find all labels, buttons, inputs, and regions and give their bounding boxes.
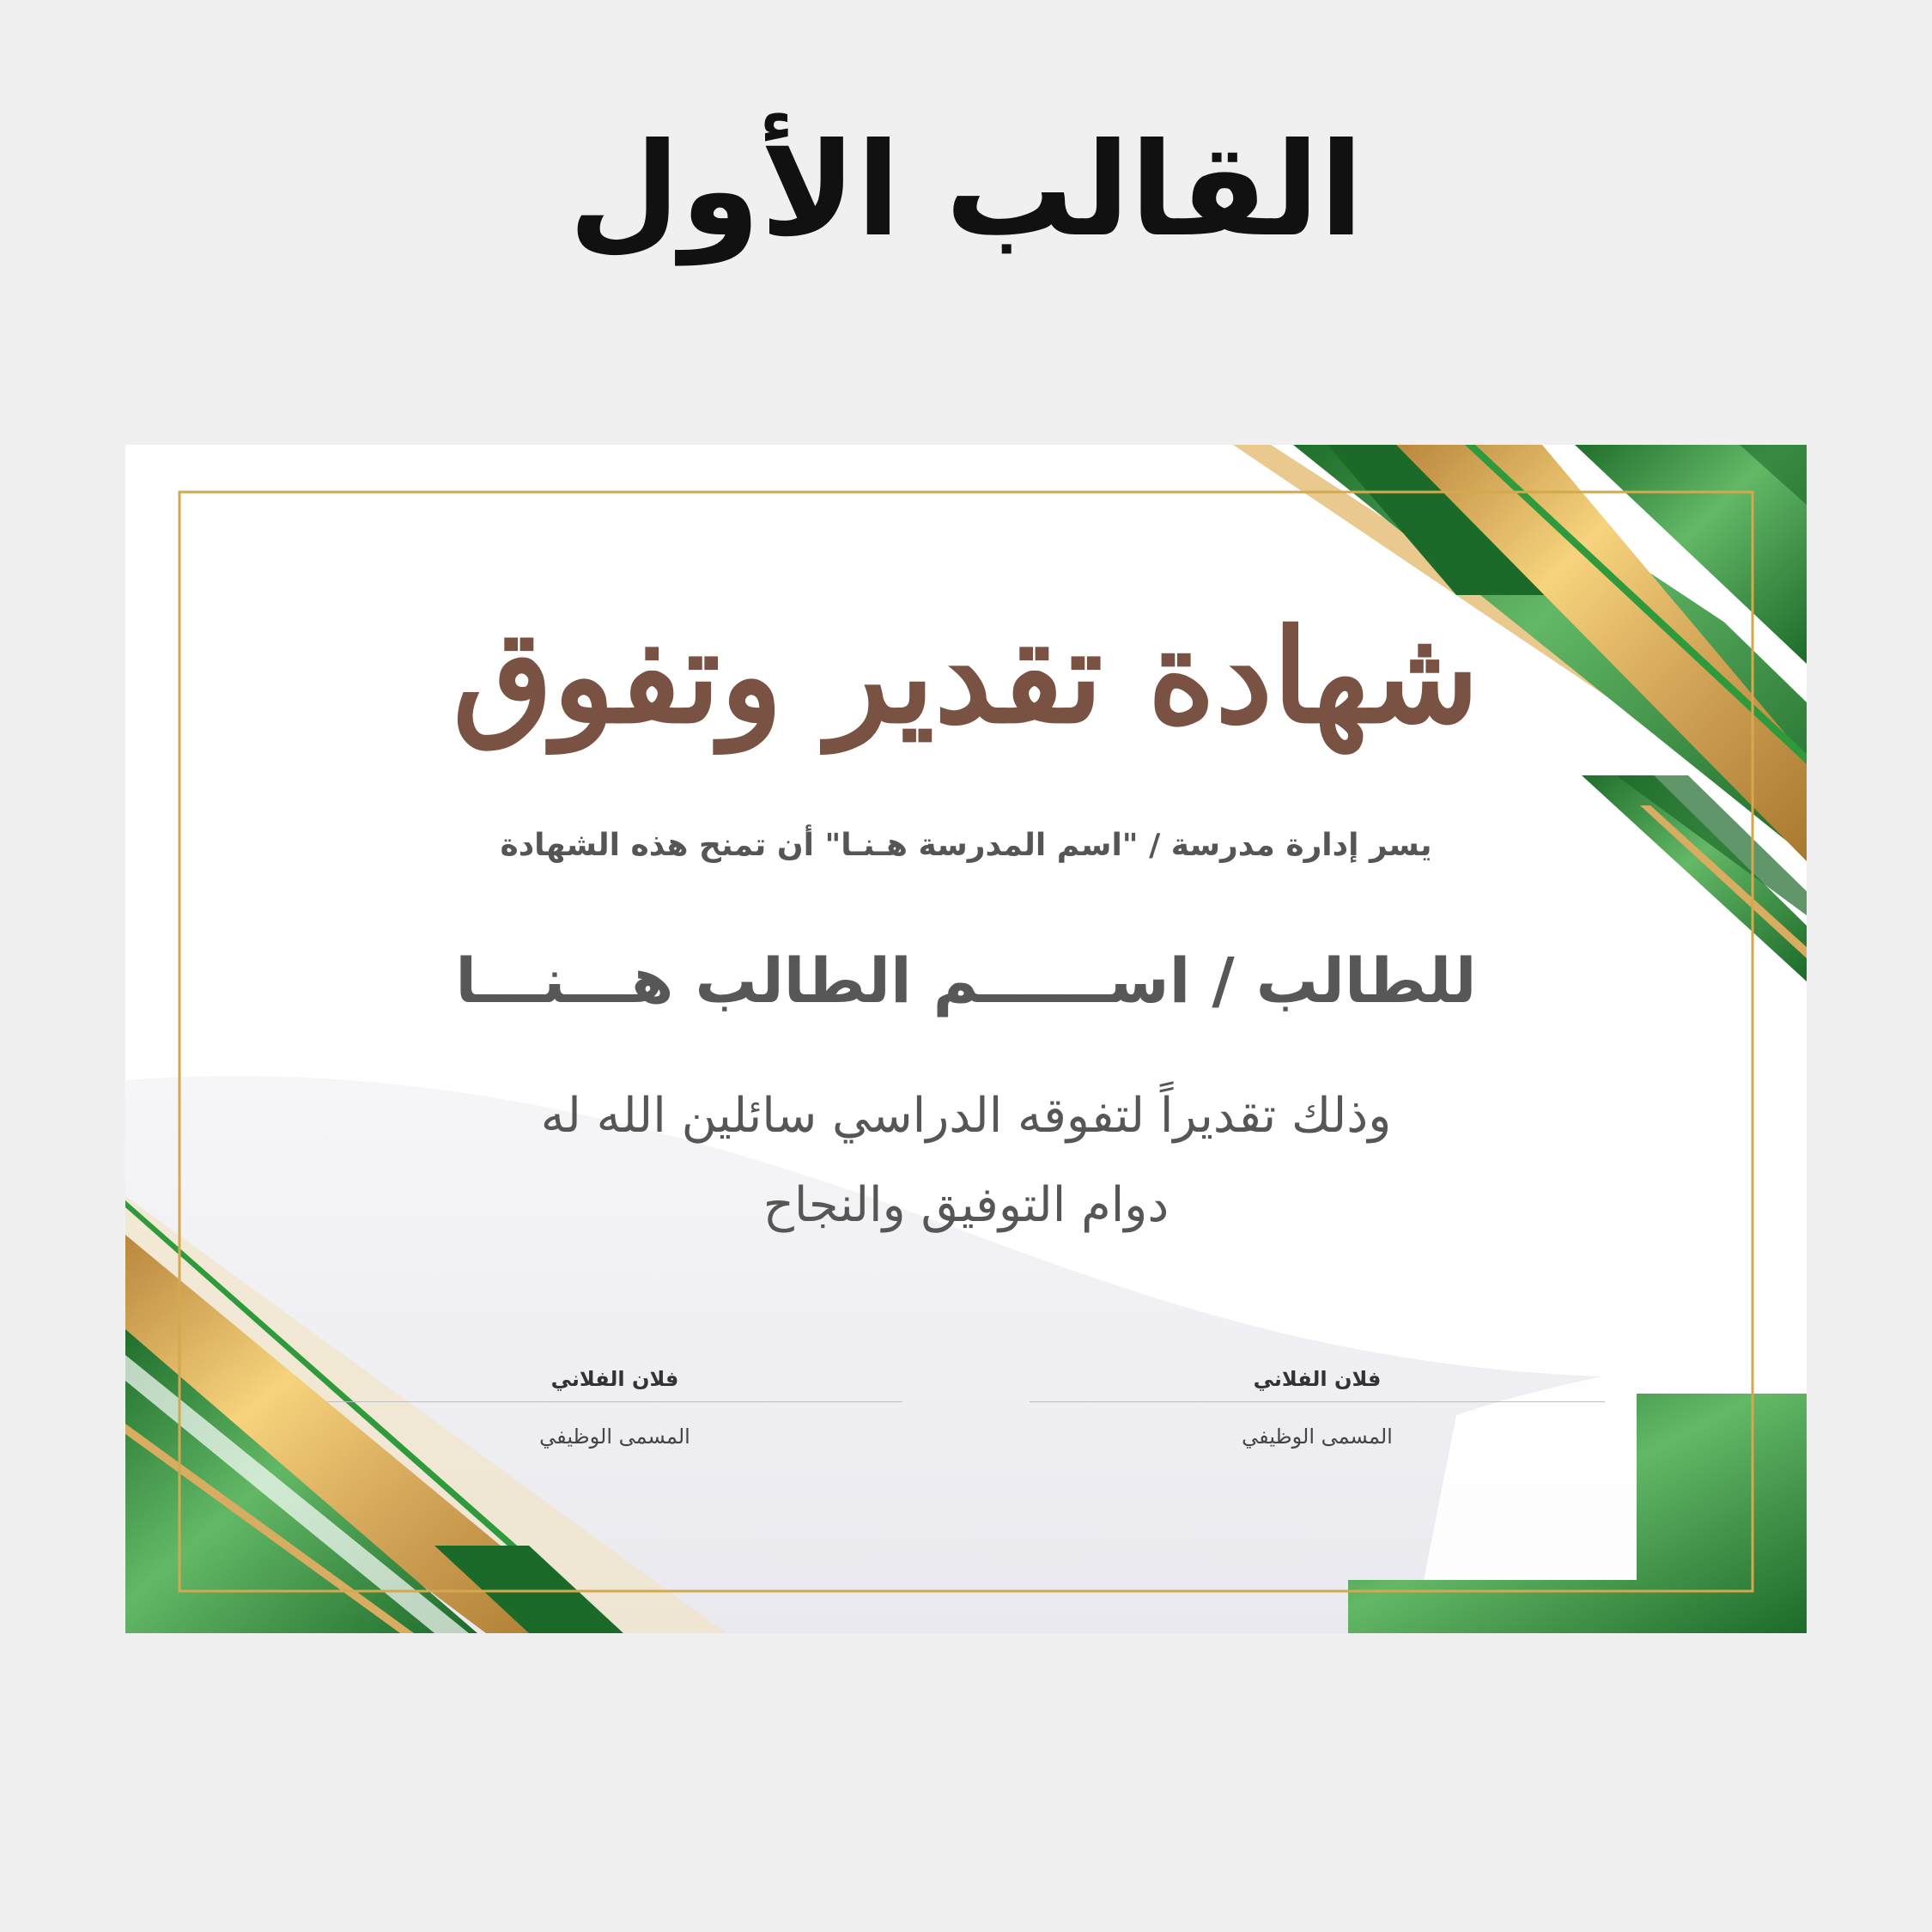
certificate-title: شهادة تقدير وتفوق xyxy=(453,601,1479,752)
signature-name: فلان الفلاني xyxy=(1253,1367,1382,1391)
signature-left xyxy=(327,1362,902,1452)
signature-job-title: المسمى الوظيفي xyxy=(1242,1425,1393,1449)
signature-name: فلان الفلاني xyxy=(550,1367,679,1391)
signature-job-title: المسمى الوظيفي xyxy=(539,1425,690,1449)
certificate xyxy=(125,445,1807,1633)
page-heading: القالب الأول xyxy=(568,116,1364,265)
certificate-body xyxy=(383,1072,1549,1250)
school-line: يسر إدارة مدرسة / "اسم المدرسة هـنـا" أن تمنح هذه الشهادة xyxy=(500,828,1432,863)
signature-right xyxy=(1030,1362,1605,1452)
body-line-2: دوام التوفيق والنجاح xyxy=(762,1177,1170,1233)
student-name-line: للطالب / اســــــم الطالب هـــنـــا xyxy=(455,945,1477,1017)
body-line-1: وذلك تقديراً لتفوقه الدراسي سائلين الله له xyxy=(540,1088,1392,1144)
signature-line xyxy=(327,1401,902,1402)
signature-line xyxy=(1030,1401,1605,1402)
